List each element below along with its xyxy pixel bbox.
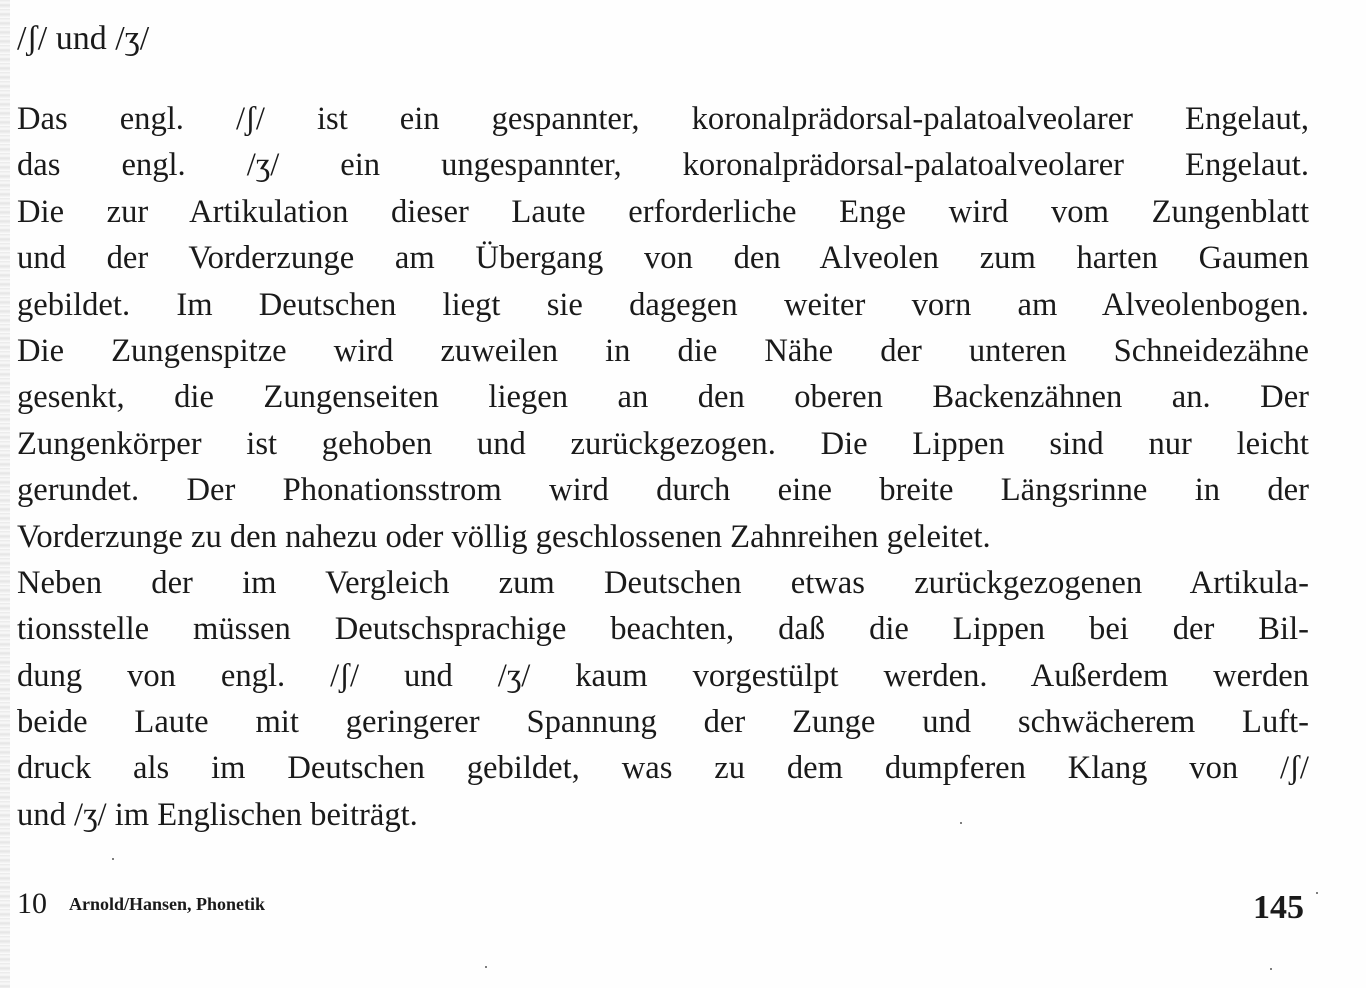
footer-signature-line (17, 884, 265, 924)
print-speck (485, 966, 487, 968)
body-paragraph (17, 96, 1309, 838)
print-speck (1270, 968, 1272, 970)
text-line: das engl. /ʒ/ ein ungespannter, koronalprädorsal-palatoalveolarer Engelaut. (17, 147, 1309, 184)
text-line: Vorderzunge zu den nahezu oder völlig geschlossenen Zahnreihen geleitet. (17, 518, 991, 555)
page-edge-shadow (0, 0, 10, 988)
text-line: Die zur Artikulation dieser Laute erforderliche Enge wird vom Zungenblatt (17, 193, 1309, 230)
text-line: tionsstelle müssen Deutschsprachige beachten, daß die Lippen bei der Bil- (17, 611, 1309, 648)
text-line: Neben der im Vergleich zum Deutschen etwas zurückgezogenen Artikula- (17, 564, 1309, 601)
text-line: Zungenkörper ist gehoben und zurückgezogen. Die Lippen sind nur leicht (17, 425, 1309, 462)
text-line: und der Vorderzunge am Übergang von den Alveolen zum harten Gaumen (17, 240, 1309, 277)
text-line: gebildet. Im Deutschen liegt sie dagegen weiter vorn am Alveolenbogen. (17, 286, 1309, 323)
text-line: Das engl. /ʃ/ ist ein gespannter, koronalprädorsal-palatoalveolarer Engelaut, (17, 101, 1309, 137)
text-line: und /ʒ/ im Englischen beiträgt. (17, 796, 418, 833)
text-line: beide Laute mit geringerer Spannung der Zunge und schwächerem Luft- (17, 704, 1309, 741)
print-speck (960, 822, 962, 824)
text-line: druck als im Deutschen gebildet, was zu dem dumpferen Klang von /ʃ/ (17, 750, 1309, 787)
print-speck (112, 858, 114, 860)
signature-number: 10 (17, 887, 47, 920)
text-line: dung von engl. /ʃ/ und /ʒ/ kaum vorgestülpt werden. Außerdem werden (17, 657, 1309, 694)
text-line: gerundet. Der Phonationsstrom wird durch eine breite Längsrinne in der (17, 472, 1309, 509)
text-line: gesenkt, die Zungenseiten liegen an den oberen Backenzähnen an. Der (17, 379, 1309, 416)
print-speck (1316, 892, 1318, 894)
page-number: 145 (1253, 889, 1304, 926)
text-line: Die Zungenspitze wird zuweilen in die Nähe der unteren Schneidezähne (17, 332, 1309, 369)
section-heading: /ʃ/ und /ʒ/ (17, 20, 150, 57)
book-reference: Arnold/Hansen, Phonetik (69, 894, 266, 914)
